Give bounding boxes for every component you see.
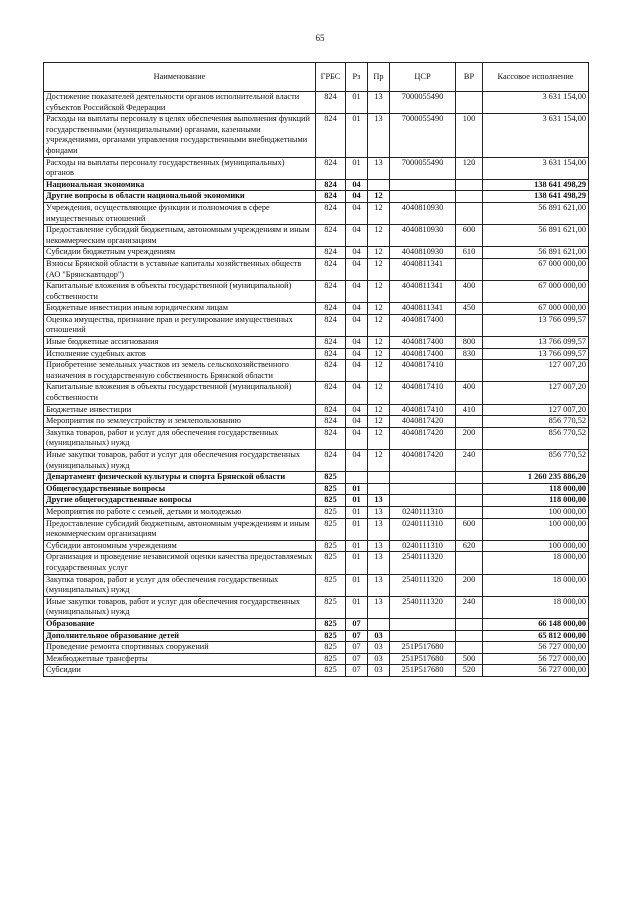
row-name: Проведение ремонта спортивных сооружений [44,642,316,654]
row-pr: 12 [368,337,390,349]
table-row [44,404,589,416]
table-row [44,665,589,677]
row-amount: 138 641 498,29 [483,191,589,203]
row-name: Общегосударственные вопросы [44,483,316,495]
row-name: Бюджетные инвестиции иным юридическим лицам [44,303,316,315]
table-row [44,540,589,552]
table-row [44,225,589,247]
row-amount: 127 007,20 [483,360,589,382]
row-csr: 7000055490 [390,92,456,114]
row-name: Предоставление субсидий бюджетным, автономным учреждениям и иным некоммерческим организациям [44,518,316,540]
row-pr: 13 [368,495,390,507]
row-name: Учреждения, осуществляющие функции и полномочия в сфере имущественных отношений [44,202,316,224]
row-amount: 67 000 000,00 [483,258,589,280]
row-grbs: 824 [316,225,346,247]
row-name: Другие общегосударственные вопросы [44,495,316,507]
row-pr: 13 [368,506,390,518]
row-amount: 18 000,00 [483,574,589,596]
table-row [44,114,589,157]
table-row [44,495,589,507]
row-grbs: 825 [316,506,346,518]
row-name: Дополнительное образование детей [44,630,316,642]
row-amount: 118 000,00 [483,483,589,495]
table-row [44,92,589,114]
row-rz: 04 [346,427,368,449]
row-csr: 2540111320 [390,596,456,618]
row-amount: 856 770,52 [483,416,589,428]
row-name: Бюджетные инвестиции [44,404,316,416]
row-vr [456,483,483,495]
row-rz: 01 [346,596,368,618]
row-pr: 12 [368,427,390,449]
page-number: 65 [315,33,325,43]
row-grbs: 825 [316,596,346,618]
row-vr: 240 [456,450,483,472]
row-amount: 56 891 621,00 [483,247,589,259]
row-vr [456,202,483,224]
row-pr: 12 [368,360,390,382]
row-vr [456,191,483,203]
row-amount: 18 000,00 [483,552,589,574]
row-amount: 100 000,00 [483,518,589,540]
row-pr: 13 [368,540,390,552]
row-name: Другие вопросы в области национальной экономики [44,191,316,203]
row-grbs: 824 [316,179,346,191]
row-pr: 13 [368,574,390,596]
row-pr: 13 [368,92,390,114]
row-vr [456,258,483,280]
row-amount: 65 812 000,00 [483,630,589,642]
row-name: Иные закупки товаров, работ и услуг для обеспечения государственных (муниципальных) нужд [44,450,316,472]
row-rz: 04 [346,281,368,303]
table-body [44,92,589,677]
row-vr: 520 [456,665,483,677]
row-amount: 3 631 154,00 [483,114,589,157]
row-amount: 13 766 099,57 [483,314,589,336]
row-name: Капитальные вложения в объекты государственной (муниципальной) собственности [44,382,316,404]
row-pr [368,179,390,191]
table-row [44,303,589,315]
row-pr [368,483,390,495]
table-row [44,416,589,428]
row-rz: 04 [346,303,368,315]
header-name: Наименование [44,63,316,92]
row-name: Закупка товаров, работ и услуг для обеспечения государственных (муниципальных) нужд [44,574,316,596]
row-rz: 04 [346,360,368,382]
row-amount: 67 000 000,00 [483,303,589,315]
row-vr: 500 [456,653,483,665]
row-csr: 4040817400 [390,348,456,360]
row-grbs: 825 [316,665,346,677]
row-pr: 12 [368,258,390,280]
row-rz: 04 [346,258,368,280]
row-amount: 138 641 498,29 [483,179,589,191]
row-name: Расходы на выплаты персоналу государственных (муниципальных) органов [44,157,316,179]
row-amount: 13 766 099,57 [483,348,589,360]
row-vr: 600 [456,518,483,540]
row-name: Департамент физической культуры и спорта Брянской области [44,472,316,484]
row-vr: 830 [456,348,483,360]
row-pr: 03 [368,665,390,677]
row-grbs: 825 [316,630,346,642]
row-rz: 04 [346,202,368,224]
row-vr: 410 [456,404,483,416]
row-vr: 400 [456,382,483,404]
row-amount: 3 631 154,00 [483,157,589,179]
table-row [44,179,589,191]
row-rz: 07 [346,618,368,630]
row-vr: 100 [456,114,483,157]
table-row [44,472,589,484]
row-amount: 118 000,00 [483,495,589,507]
row-csr: 2540111320 [390,574,456,596]
row-csr: 4040810930 [390,247,456,259]
row-rz: 04 [346,337,368,349]
row-grbs: 824 [316,450,346,472]
row-name: Иные закупки товаров, работ и услуг для обеспечения государственных (муниципальных) нужд [44,596,316,618]
row-csr: 4040817400 [390,337,456,349]
row-vr: 120 [456,157,483,179]
row-pr: 12 [368,314,390,336]
row-csr: 4040810930 [390,202,456,224]
row-name: Субсидии автономным учреждениям [44,540,316,552]
row-grbs: 825 [316,540,346,552]
row-rz: 04 [346,179,368,191]
row-grbs: 825 [316,495,346,507]
table-row [44,258,589,280]
row-vr: 200 [456,427,483,449]
row-amount: 56 727 000,00 [483,653,589,665]
row-grbs: 824 [316,258,346,280]
row-csr: 0240111310 [390,518,456,540]
row-pr: 03 [368,630,390,642]
row-csr: 251P517680 [390,653,456,665]
table-row [44,247,589,259]
row-amount: 1 260 235 886,20 [483,472,589,484]
row-rz: 04 [346,247,368,259]
row-csr [390,495,456,507]
row-pr: 12 [368,404,390,416]
table-row [44,191,589,203]
table-row [44,618,589,630]
row-name: Оценка имущества, признание прав и регулирование имущественных отношений [44,314,316,336]
header-vr: ВР [456,63,483,92]
row-amount: 18 000,00 [483,596,589,618]
row-amount: 127 007,20 [483,404,589,416]
row-pr: 12 [368,225,390,247]
row-csr: 4040817410 [390,382,456,404]
row-pr: 12 [368,303,390,315]
row-vr [456,314,483,336]
row-rz: 04 [346,382,368,404]
row-name: Образование [44,618,316,630]
header-amount: Кассовое исполнение [483,63,589,92]
row-csr: 4040811341 [390,281,456,303]
row-rz: 01 [346,540,368,552]
row-grbs: 824 [316,114,346,157]
row-csr: 2540111320 [390,552,456,574]
row-grbs: 824 [316,281,346,303]
row-rz: 01 [346,574,368,596]
table-row [44,653,589,665]
row-pr: 12 [368,281,390,303]
table-row [44,348,589,360]
row-grbs: 825 [316,552,346,574]
row-csr: 7000055490 [390,114,456,157]
table-row [44,552,589,574]
row-name: Межбюджетные трансферты [44,653,316,665]
header-rz: Рз [346,63,368,92]
row-vr [456,92,483,114]
table-row [44,642,589,654]
row-rz: 01 [346,506,368,518]
row-pr: 13 [368,518,390,540]
row-pr: 12 [368,348,390,360]
row-rz: 04 [346,450,368,472]
row-name: Организация и проведение независимой оценки качества предоставляемых государственных услуг [44,552,316,574]
row-grbs: 825 [316,653,346,665]
row-rz: 01 [346,552,368,574]
row-rz: 04 [346,416,368,428]
row-pr: 12 [368,382,390,404]
row-rz: 04 [346,314,368,336]
row-rz: 04 [346,404,368,416]
row-name: Субсидии [44,665,316,677]
table-row [44,337,589,349]
row-pr: 12 [368,450,390,472]
row-vr [456,472,483,484]
row-grbs: 824 [316,360,346,382]
row-csr [390,191,456,203]
row-grbs: 825 [316,472,346,484]
budget-execution-table [43,62,589,677]
row-csr: 4040817420 [390,450,456,472]
row-amount: 56 891 621,00 [483,202,589,224]
row-rz: 04 [346,225,368,247]
row-rz: 01 [346,518,368,540]
table-row [44,506,589,518]
row-csr: 4040811341 [390,258,456,280]
row-vr [456,642,483,654]
row-amount: 13 766 099,57 [483,337,589,349]
row-vr: 620 [456,540,483,552]
row-vr: 400 [456,281,483,303]
row-grbs: 825 [316,483,346,495]
row-rz: 01 [346,157,368,179]
row-grbs: 824 [316,337,346,349]
row-pr: 03 [368,642,390,654]
row-csr: 4040811341 [390,303,456,315]
row-vr [456,360,483,382]
row-amount: 56 891 621,00 [483,225,589,247]
row-name: Взносы Брянской области в уставные капиталы хозяйственных обществ (АО "Брянскавтодор") [44,258,316,280]
row-vr: 450 [456,303,483,315]
row-rz: 04 [346,191,368,203]
row-name: Национальная экономика [44,179,316,191]
row-vr: 200 [456,574,483,596]
row-pr: 12 [368,191,390,203]
table-row [44,281,589,303]
table-row [44,202,589,224]
row-grbs: 825 [316,642,346,654]
row-vr: 240 [456,596,483,618]
row-grbs: 824 [316,92,346,114]
row-name: Капитальные вложения в объекты государственной (муниципальной) собственности [44,281,316,303]
row-grbs: 824 [316,382,346,404]
table-row [44,427,589,449]
row-amount: 100 000,00 [483,540,589,552]
row-name: Мероприятия по работе с семьей, детьми и молодежью [44,506,316,518]
row-grbs: 824 [316,314,346,336]
row-name: Субсидии бюджетным учреждениям [44,247,316,259]
row-amount: 100 000,00 [483,506,589,518]
row-csr [390,483,456,495]
row-rz: 01 [346,114,368,157]
row-grbs: 825 [316,618,346,630]
row-csr [390,618,456,630]
table-row [44,450,589,472]
row-pr: 03 [368,653,390,665]
row-grbs: 824 [316,157,346,179]
row-vr [456,506,483,518]
row-name: Закупка товаров, работ и услуг для обеспечения государственных (муниципальных) нужд [44,427,316,449]
table-row [44,483,589,495]
header-csr: ЦСР [390,63,456,92]
row-vr [456,179,483,191]
row-rz: 04 [346,348,368,360]
row-amount: 127 007,20 [483,382,589,404]
row-csr: 4040817400 [390,314,456,336]
table-row [44,314,589,336]
row-amount: 3 631 154,00 [483,92,589,114]
row-csr [390,630,456,642]
row-grbs: 824 [316,191,346,203]
row-rz: 07 [346,653,368,665]
table-row [44,382,589,404]
row-csr: 4040817420 [390,427,456,449]
row-rz: 01 [346,92,368,114]
row-amount: 856 770,52 [483,450,589,472]
table-row [44,574,589,596]
row-grbs: 824 [316,404,346,416]
row-pr [368,618,390,630]
row-vr [456,630,483,642]
table-header-row [44,63,589,92]
row-csr: 0240111310 [390,506,456,518]
row-pr: 13 [368,552,390,574]
row-amount: 66 148 000,00 [483,618,589,630]
row-csr [390,179,456,191]
row-pr: 13 [368,157,390,179]
row-csr: 7000055490 [390,157,456,179]
row-rz: 07 [346,630,368,642]
row-pr: 12 [368,416,390,428]
row-csr: 4040817410 [390,360,456,382]
row-grbs: 824 [316,348,346,360]
row-vr [456,416,483,428]
row-amount: 56 727 000,00 [483,665,589,677]
row-csr: 4040817420 [390,416,456,428]
table-row [44,630,589,642]
row-vr: 600 [456,225,483,247]
row-pr: 13 [368,596,390,618]
row-pr: 13 [368,114,390,157]
table-row [44,596,589,618]
row-grbs: 824 [316,427,346,449]
row-rz: 01 [346,483,368,495]
row-vr [456,495,483,507]
row-grbs: 824 [316,247,346,259]
row-name: Достижение показателей деятельности органов исполнительной власти субъектов Российской Федерации [44,92,316,114]
row-rz: 01 [346,495,368,507]
row-rz: 07 [346,642,368,654]
row-amount: 67 000 000,00 [483,281,589,303]
row-name: Приобретение земельных участков из земель сельскохозяйственного назначения в государственную собственность Брянской области [44,360,316,382]
row-pr [368,472,390,484]
row-name: Исполнение судебных актов [44,348,316,360]
row-csr: 0240111310 [390,540,456,552]
table-row [44,360,589,382]
row-grbs: 824 [316,303,346,315]
row-name: Расходы на выплаты персоналу в целях обеспечения выполнения функций государственными (муниципальными) органами, казенными учреждениями, органами управления государственными внебюджетными фондами [44,114,316,157]
row-name: Предоставление субсидий бюджетным, автономным учреждениям и иным некоммерческим организациям [44,225,316,247]
row-csr: 251P517680 [390,665,456,677]
row-amount: 856 770,52 [483,427,589,449]
row-grbs: 824 [316,202,346,224]
row-csr: 251P517680 [390,642,456,654]
row-name: Мероприятия по землеустройству и землепользованию [44,416,316,428]
header-pr: Пр [368,63,390,92]
row-pr: 12 [368,247,390,259]
row-name: Иные бюджетные ассигнования [44,337,316,349]
row-rz [346,472,368,484]
row-grbs: 825 [316,518,346,540]
table-row [44,518,589,540]
row-vr: 610 [456,247,483,259]
row-grbs: 825 [316,574,346,596]
row-vr: 800 [456,337,483,349]
row-vr [456,552,483,574]
header-grbs: ГРБС [316,63,346,92]
row-csr [390,472,456,484]
row-amount: 56 727 000,00 [483,642,589,654]
row-rz: 07 [346,665,368,677]
row-pr: 12 [368,202,390,224]
row-csr: 4040810930 [390,225,456,247]
row-vr [456,618,483,630]
row-grbs: 824 [316,416,346,428]
row-csr: 4040817410 [390,404,456,416]
table-row [44,157,589,179]
